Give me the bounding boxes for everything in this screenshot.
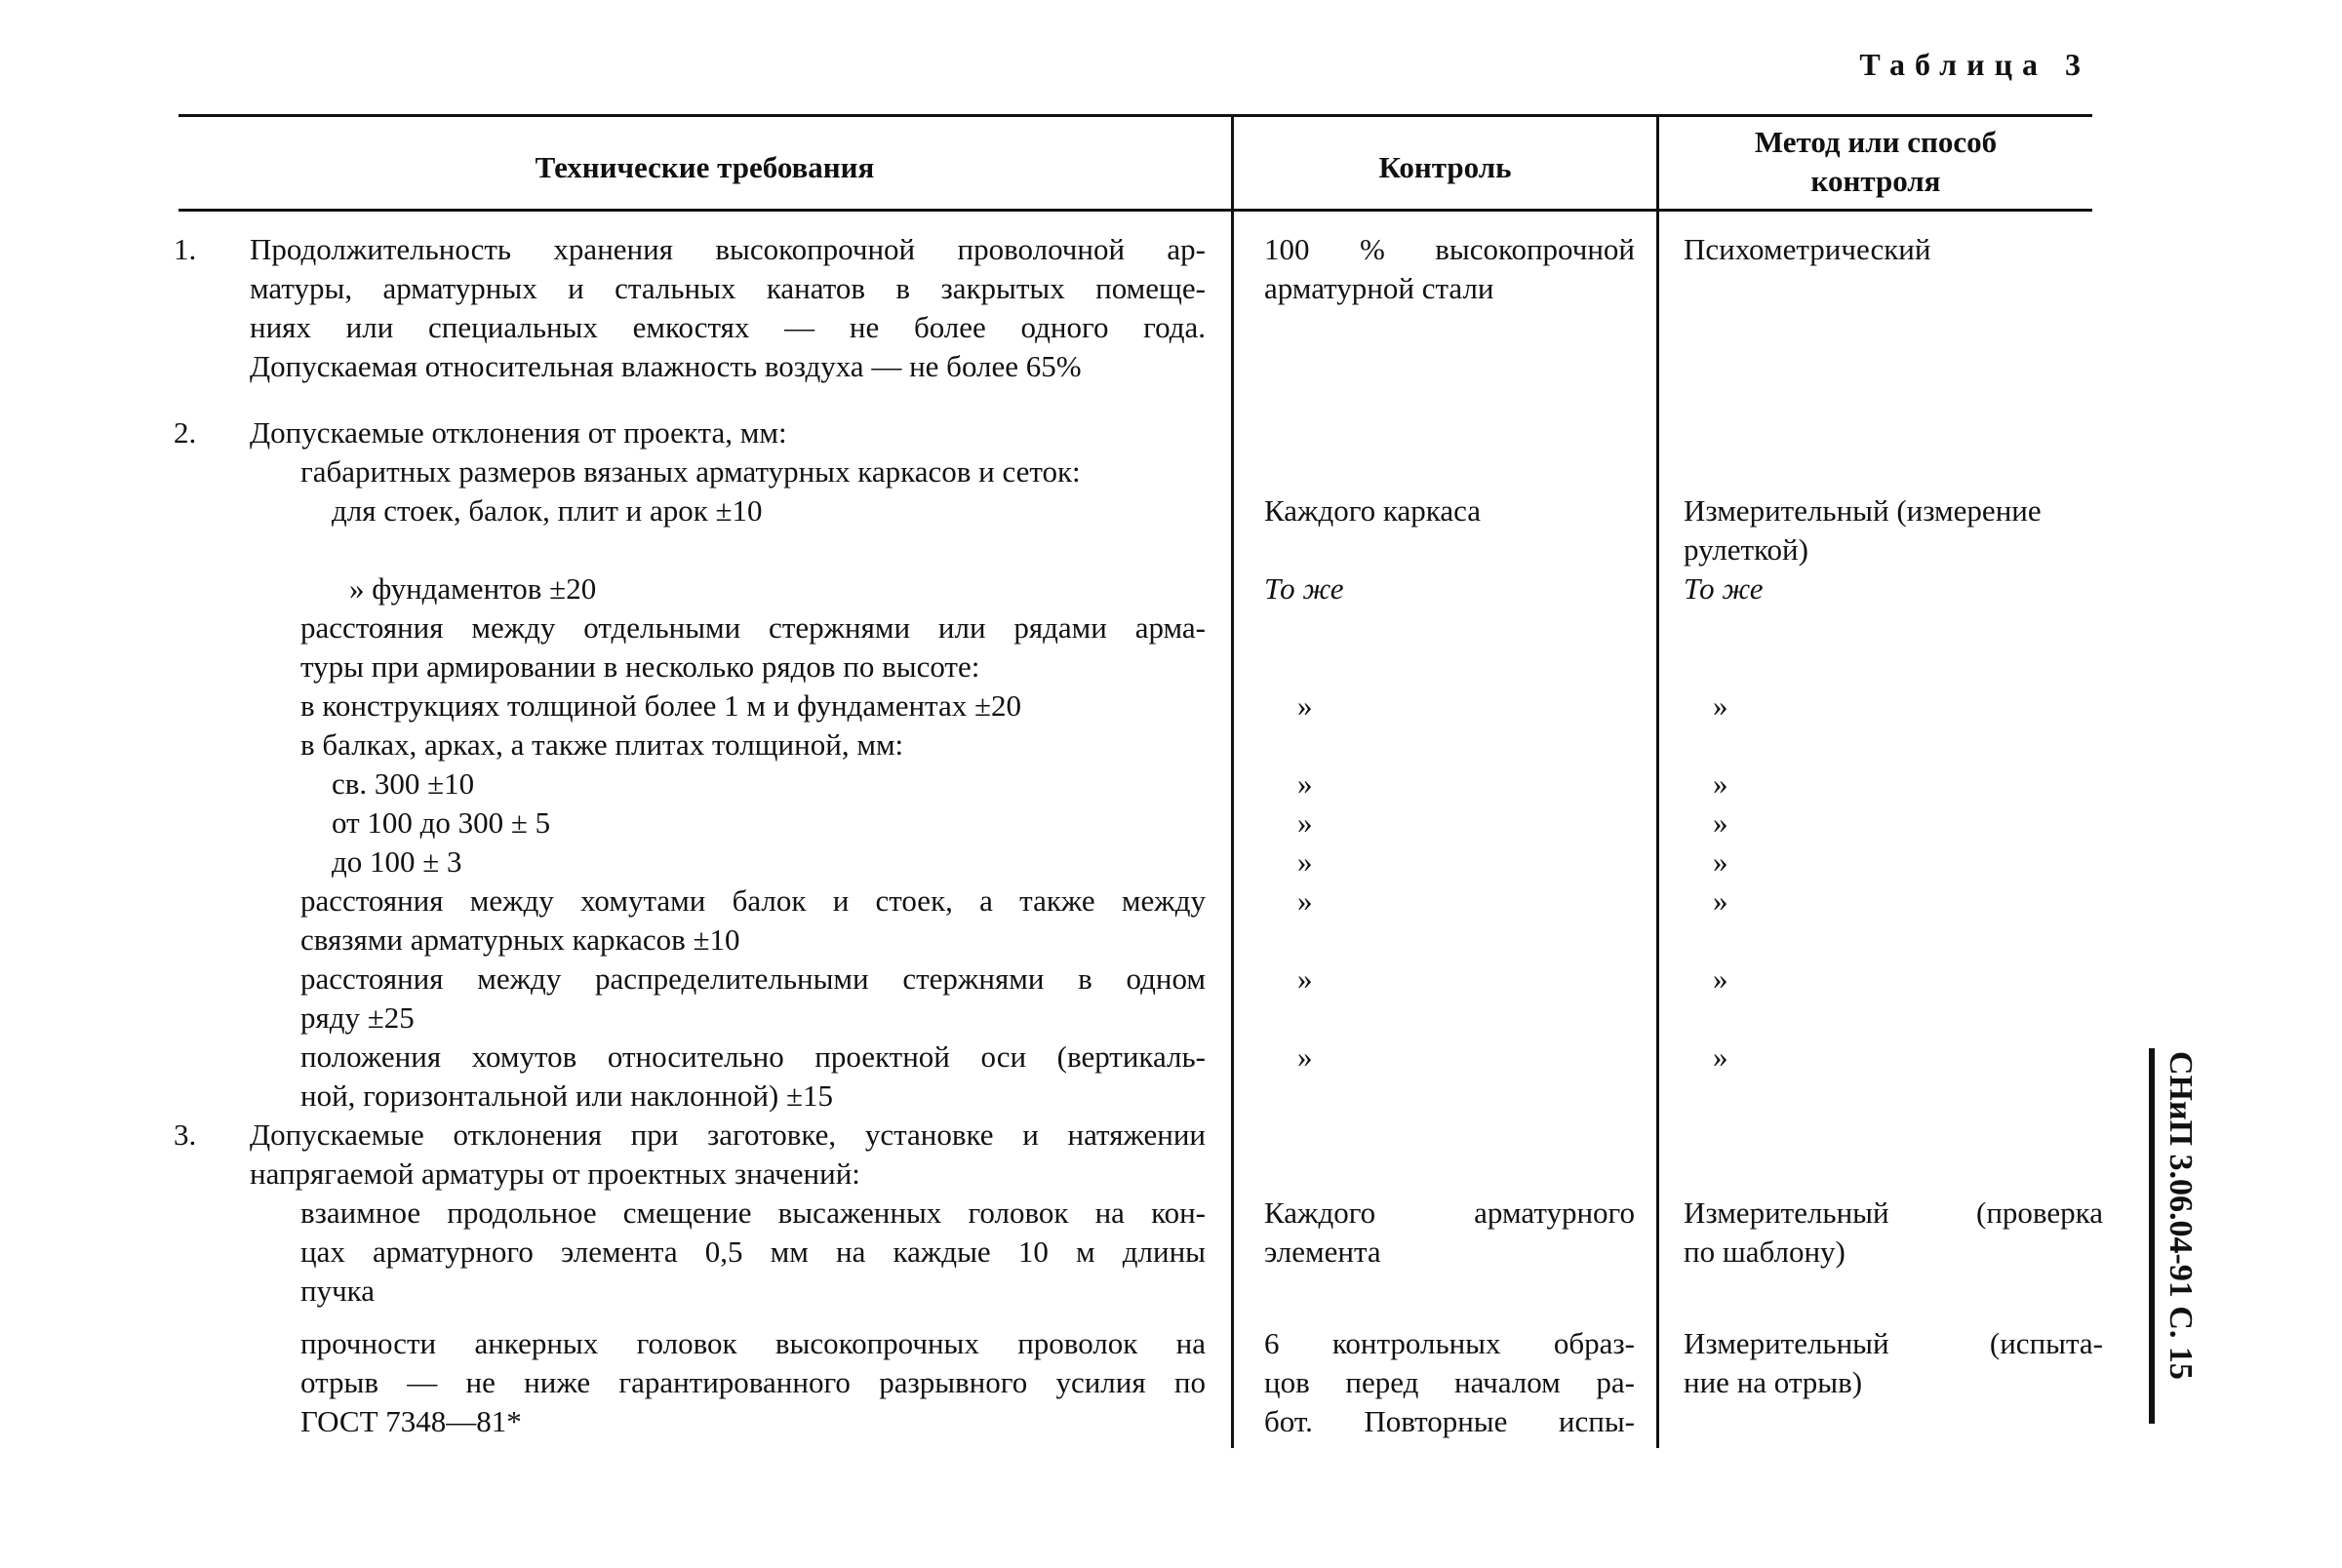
row-requirement	[332, 804, 1210, 843]
ditto-mark: »	[1297, 961, 1313, 996]
text-line: в конструкциях толщиной более 1 м и фундаментах ±20	[300, 688, 1021, 723]
text-line: цов перед началом ра-	[1264, 1365, 1635, 1399]
text-line: ние на отрыв)	[1684, 1365, 1863, 1399]
row-requirement	[300, 960, 1206, 1038]
text-line: св. 300 ±10	[332, 766, 475, 801]
ditto-mark: »	[1713, 844, 1728, 879]
row-requirement	[332, 764, 1210, 804]
row-control	[1264, 686, 1635, 725]
text-line: бот. Повторные испы-	[1264, 1404, 1635, 1438]
text-line: взаимное продольное смещение высаженных головок на кон-	[300, 1196, 1206, 1230]
row-control	[1264, 843, 1635, 882]
row-control	[1264, 764, 1635, 804]
header-bottom-rule	[179, 209, 2092, 212]
text-line: расстояния между отдельными стержнями или рядами арма-	[300, 610, 1206, 645]
ditto-mark: »	[1297, 688, 1313, 723]
text-line: до 100 ± 3	[332, 844, 462, 879]
row-control	[1264, 804, 1635, 843]
text-line: цах арматурного элемента 0,5 мм на каждые 10 м длины	[300, 1235, 1206, 1269]
row-method	[1684, 764, 2103, 804]
row-number: 3.	[174, 1117, 197, 1152]
ditto-mark: »	[1713, 688, 1728, 723]
ditto-mark: »	[1297, 766, 1313, 801]
row-method	[1684, 1038, 2103, 1077]
text-line: для стоек, балок, плит и арок ±10	[332, 493, 763, 528]
ditto-mark: »	[1713, 805, 1728, 840]
row-requirement	[300, 725, 1208, 764]
text-line: габаритных размеров вязаных арматурных каркасов и сеток:	[300, 454, 1081, 489]
text-line: Измерительный (испыта-	[1684, 1326, 2103, 1360]
ditto-mark: »	[1297, 883, 1313, 918]
table-top-rule	[179, 114, 2092, 117]
text-line: пучка	[300, 1274, 376, 1308]
row-requirement	[332, 843, 1210, 882]
text-line: матуры, арматурных и стальных канатов в закрытых помеще-	[250, 271, 1206, 305]
row-control	[1264, 960, 1635, 999]
text-line: Каждого каркаса	[1264, 493, 1482, 528]
row-requirement	[250, 230, 1206, 386]
column-divider-1	[1231, 114, 1234, 1448]
text-line: Допускаемые отклонения при заготовке, установке и натяжении	[250, 1117, 1206, 1152]
text-line: 6 контрольных образ-	[1264, 1326, 1635, 1360]
document-code-label: СНиП 3.06.04-91 С. 15	[2163, 1051, 2199, 1380]
text-line: напрягаемой арматуры от проектных значений:	[250, 1156, 860, 1191]
row-method	[1684, 230, 2103, 269]
row-method	[1684, 491, 2103, 569]
row-method	[1684, 804, 2103, 843]
row-method	[1684, 882, 2103, 921]
row-method	[1684, 960, 2103, 999]
row-control	[1264, 1194, 1635, 1272]
row-requirement	[300, 1324, 1206, 1441]
text-line: 100 % высокопрочной	[1264, 232, 1635, 266]
text-line: Продолжительность хранения высокопрочной проволочной ар-	[250, 232, 1206, 266]
text-line: ниях или специальных емкостях — не более одного года.	[250, 310, 1206, 344]
text-line: Измерительный (проверка	[1684, 1196, 2103, 1230]
row-requirement	[250, 413, 1206, 452]
row-requirement	[300, 452, 1208, 491]
side-rule	[2149, 1048, 2155, 1424]
text-line: ной, горизонтальной или наклонной) ±15	[300, 1078, 833, 1113]
row-control	[1264, 1038, 1635, 1077]
header-method-line1: Метод или способ	[1754, 125, 1998, 159]
header-control: Контроль	[1378, 150, 1512, 184]
ditto-mark: »	[1297, 844, 1313, 879]
text-line: Измерительный (измерение	[1684, 493, 2042, 528]
header-requirements: Технические требования	[535, 150, 875, 184]
text-line: связями арматурных каркасов ±10	[300, 922, 740, 957]
text-line: положения хомутов относительно проектной оси (вертикаль-	[300, 1039, 1206, 1074]
header-method-line2: контроля	[1810, 164, 1941, 198]
text-line: от 100 до 300 ± 5	[332, 805, 551, 840]
row-requirement	[300, 686, 1217, 725]
ditto-mark: »	[1713, 961, 1728, 996]
text-line: элемента	[1264, 1235, 1381, 1269]
text-line: расстояния между хомутами балок и стоек, а также между	[300, 883, 1206, 918]
text-line: туры при армировании в несколько рядов по высоте:	[300, 649, 980, 684]
row-control	[1264, 230, 1635, 308]
ditto-mark: »	[1297, 805, 1313, 840]
header-method	[1659, 123, 2092, 201]
row-method	[1684, 1324, 2103, 1402]
text-line: ряду ±25	[300, 1000, 415, 1035]
row-requirement	[250, 1116, 1206, 1194]
row-method	[1684, 1194, 2103, 1272]
row-number: 1.	[174, 232, 197, 266]
text-line: по шаблону)	[1684, 1235, 1846, 1269]
column-divider-2	[1656, 114, 1659, 1448]
row-requirement	[300, 1194, 1206, 1311]
text-line: Психометрический	[1684, 232, 1931, 266]
row-method	[1684, 569, 2103, 608]
text-line: То же	[1684, 571, 1764, 606]
text-line: Допускаемые отклонения от проекта, мм:	[250, 415, 787, 450]
table-label: Таблица 3	[1859, 47, 2090, 82]
ditto-mark: »	[1713, 766, 1728, 801]
row-requirement	[300, 608, 1206, 686]
text-line: » фундаментов ±20	[349, 571, 597, 606]
row-requirement	[332, 491, 1210, 530]
text-line: прочности анкерных головок высокопрочных проволок на	[300, 1326, 1206, 1360]
row-method	[1684, 843, 2103, 882]
text-line: То же	[1264, 571, 1344, 606]
text-line: в балках, арках, а также плитах толщиной, мм:	[300, 727, 904, 762]
ditto-mark: »	[1297, 1039, 1313, 1074]
row-control	[1264, 491, 1635, 530]
text-line: рулеткой)	[1684, 532, 1808, 567]
row-number: 2.	[174, 415, 197, 450]
text-line: ГОСТ 7348—81*	[300, 1404, 522, 1438]
ditto-mark: »	[1713, 1039, 1728, 1074]
text-line: Каждого арматурного	[1264, 1196, 1635, 1230]
row-control	[1264, 882, 1635, 921]
row-control	[1264, 1324, 1635, 1441]
text-line: арматурной стали	[1264, 271, 1494, 305]
row-method	[1684, 686, 2103, 725]
row-requirement	[300, 882, 1206, 960]
row-requirement	[349, 569, 1208, 608]
text-line: отрыв — не ниже гарантированного разрывного усилия по	[300, 1365, 1206, 1399]
text-line: Допускаемая относительная влажность воздуха — не более 65%	[250, 349, 1082, 383]
ditto-mark: »	[1713, 883, 1728, 918]
row-control	[1264, 569, 1635, 608]
row-requirement	[300, 1038, 1206, 1116]
text-line: расстояния между распределительными стержнями в одном	[300, 961, 1206, 996]
